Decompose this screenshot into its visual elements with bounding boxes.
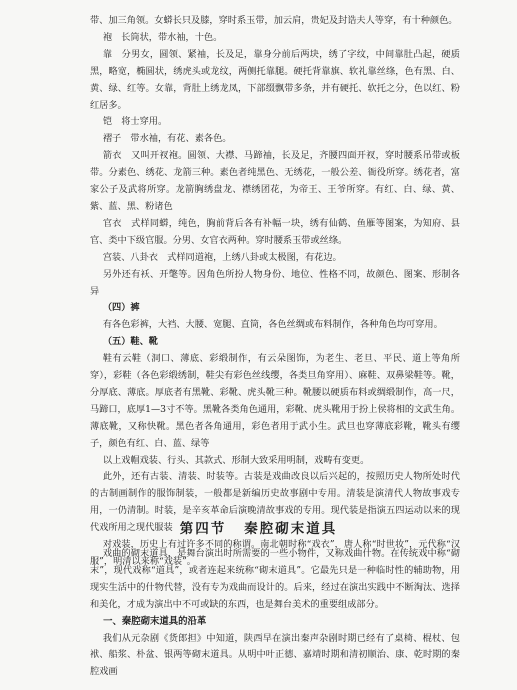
paragraph-guanyi: 官衣 式样同蟒，纯色，胸前背后各有补幅一块，绣有仙鹤、鱼雁等图案，为知府、县官、类中下级官服。分男、女官衣两种。穿时腰系玉带或丝绦。: [90, 217, 460, 246]
paragraph-gongzhuang: 宫装、八卦衣 式样同道袍，上绣八卦或太极图，有花边。: [102, 251, 342, 263]
paragraph-shoes-boots: 鞋有云鞋（洞口、薄底、彩缎制作，有云朵图饰，为老生、老旦、平民、道上等角所穿），彩鞋（各色彩缎绣制，鞋尖有彩色丝线缨，各类旦角穿用）、麻鞋、双鼻梁鞋等。靴，分厚底、薄底。厚底者有黑靴、彩靴、虎头靴三种。靴腰以硬质布料或绸缎制作，高一尺，马蹄口，底厚1—3寸不等。黑靴各类角色通用，彩靴、虎头靴用于扮上侯将相的文武生角。薄底靴，又称快靴。黑色者各角通用，彩色者用于武小生。武旦也穿薄底彩靴，靴头有缨子，颜色有红、白、蓝、绿等: [90, 353, 461, 449]
paragraph-props-intro: 戏曲的砌末道具，是舞台演出时所需要的一些小物件，又称戏曲什物。在传统戏中称“砌末”，现代戏称“道具”，或者连起来统称“砌末道具”。它最先只是一种临时性的辅助物，用现实生活中的什物代替，没有专为戏曲而设计的。后来，经过在演出实践中不断淘汰、选择和美化，才成为演出中不可或缺的东西，也是舞台美术的重要组成部分。: [90, 548, 460, 610]
paragraph-female-python-robe: 带、加三角领。女蟒长只及膝，穿时系玉带，加云肩，贵妃及封诰夫人等穿，有十种颜色。: [90, 15, 458, 26]
body-text-block: [90, 13, 460, 571]
paragraph-other-costumes: 此外，还有古装、清装、时装等。古装是戏曲改良以后兴起的，按照历史人物所处时代的古制画制作的服饰制装，一般都是新编历史故事剧中专用。清装是演清代人物故事戏专用，一仍清制。时装，是辛亥革命后演晚清故事戏的专用。现代装是指演五四运动以来的现代戏所用之现代服装: [90, 471, 460, 534]
section-title: 秦腔砌末道具: [244, 521, 338, 537]
paragraph-props-history: 我们从元杂剧《货郎担》中知道，陕西早在演出秦声杂剧时期已经有了桌椅、棍杖、包袱、船浆、朴盆、银两等砌末道具。从明中叶正德、嘉靖时期和清初顺治、康、乾时期的秦腔戏画: [90, 632, 460, 678]
paragraph-summary: 以上戏帽戏装、行头、其款式、形制大致采用明制，戏畴有变更。: [102, 454, 370, 466]
subheading-props-history: 一、秦腔砌末道具的沿革: [103, 615, 207, 627]
paragraph-zhezi: 褶子 带水袖，有花、素各色。: [102, 133, 232, 145]
paragraph-historical-names-part1: 对戏装，历史上有过许多不同的称谓。南北朝时称: [102, 539, 307, 551]
subheading-shoes-boots: （五）鞋、靴: [102, 336, 158, 348]
section-number: 第四节: [179, 521, 227, 537]
paragraph-kao: 靠 分男女，圆领、紧袖，长及足，靠身分前后两块，绣了字纹，中间靠肚凸起，硬质黑，略宽，椭圆状，绣虎头或龙纹，两侧托靠腿。硬托背靠旗、软礼靠丝绦，色有黑、白、黄、绿、红等。女靠，背肚上绣龙凤，下部缀飘带多条，并有硬托、软托之分，色以红、粉红居多。: [90, 48, 460, 111]
paragraph-jianyi: 箭衣 又叫开衩袍。圆领、大襟、马蹄袖，长及足，齐腰四面开衩，穿时腰系吊带或板带。分素色、绣花、龙箭三种。素色者纯黑色、无绣花，一般公差、衙役所穿。绣花者，富家公子及武将所穿。龙箭胸绣盘龙、襟绣团花，为帝王、王爷所穿。有红、白、绿、黄、紫、蓝、黑、粉诸色: [90, 150, 460, 212]
section-heading: [0, 517, 517, 537]
paragraph-historical-names-part2: “戏衣”，唐人称“时世妆”，元代称“汉服”，明清以来称“戏装”。: [90, 539, 461, 567]
paragraph-other-garments: 另外还有袄、开氅等。因角色所扮人物身份、地位、性格不同，故颜色、图案、形制各异: [90, 268, 460, 297]
props-text-block: [90, 546, 460, 681]
paragraph-pao: 袍 长筒状，带水袖，十色。: [102, 31, 223, 43]
paragraph-kai: 铠 将士穿用。: [102, 116, 168, 128]
paragraph-trousers: 有各色彩裤，大裆、大腰、宽腿、直筒，各色丝绸或布料制作，各种角色均可穿用。: [102, 319, 443, 331]
subheading-trousers: （四）裤: [102, 302, 140, 314]
